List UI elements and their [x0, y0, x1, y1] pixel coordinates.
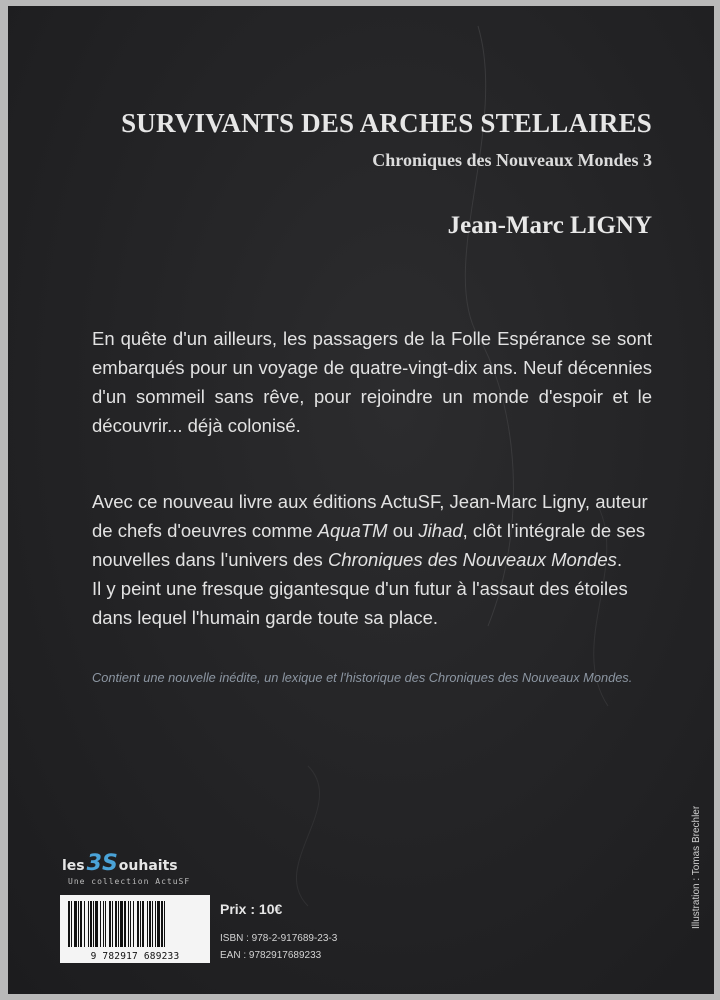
barcode-bar	[84, 901, 85, 947]
barcode-bar	[124, 901, 126, 947]
barcode-digits: 9 782917 689233	[90, 951, 180, 962]
barcode-bar	[130, 901, 131, 947]
book-reference-jihad: Jihad	[418, 520, 463, 541]
barcode-bar	[149, 901, 151, 947]
barcode-bar	[112, 901, 113, 947]
publisher-tagline: Une collection ActuSF	[68, 877, 191, 886]
blurb-text: .	[616, 549, 623, 570]
blurb-text: , clôt l'intégrale de ses nouvelles dans l'univers des	[92, 520, 646, 570]
barcode-bar	[95, 901, 98, 947]
ean: EAN : 9782917689233	[220, 950, 322, 961]
barcode-bar	[120, 901, 123, 947]
barcode-bar	[161, 901, 163, 947]
barcode-bar	[128, 901, 129, 947]
barcode-bar	[80, 901, 82, 947]
blurb-paragraph-1: En quête d'un ailleurs, les passagers de la Folle Espérance se sont embarqués pour un voyage de quatre-vingt-dix ans. Neuf décennies d'un sommeil sans rêve, pour rejoindre un monde d'espoir et le découvrir... déjà colonisé.	[92, 328, 652, 436]
barcode-bar	[90, 901, 92, 947]
barcode	[60, 895, 210, 963]
barcode-bar	[103, 901, 104, 947]
barcode-bar	[164, 901, 165, 947]
illustration-credit: Illustration : Tomas Brechler	[691, 805, 702, 929]
barcode-bar	[152, 901, 153, 947]
series-reference: Chroniques des Nouveaux Mondes	[327, 549, 617, 570]
barcode-bar	[78, 901, 79, 947]
barcode-bar	[71, 901, 72, 947]
barcode-bars	[66, 901, 204, 947]
barcode-bar	[88, 901, 89, 947]
barcode-bar	[115, 901, 117, 947]
price: Prix : 10€	[220, 901, 283, 917]
barcode-bar	[68, 901, 70, 947]
barcode-bar	[93, 901, 94, 947]
barcode-bar	[133, 901, 134, 947]
blurb-text: Avec ce nouveau livre aux éditions ActuSF, Jean-Marc Ligny, auteur de chefs d'oeuvres comme	[92, 491, 648, 541]
barcode-bar	[155, 901, 156, 947]
blurb-paragraph-3: Il y peint une fresque gigantesque d'un futur à l'assaut des étoiles dans lequel l'humain garde toute sa place.	[92, 578, 628, 628]
logo-ouhaits: ouhaits	[118, 858, 178, 874]
book-title: SURVIVANTS DES ARCHES STELLAIRES	[121, 108, 652, 138]
barcode-bar	[100, 901, 101, 947]
logo-les: les	[62, 858, 85, 874]
author-name: Jean-Marc LIGNY	[447, 212, 652, 239]
barcode-bar	[137, 901, 139, 947]
blurb-paragraph-2	[92, 487, 652, 632]
book-reference-aquatm: AquaTM	[317, 520, 388, 541]
barcode-bar	[147, 901, 148, 947]
barcode-bar	[142, 901, 144, 947]
contents-note: Contient une nouvelle inédite, un lexique et l'historique des Chroniques des Nouveaux Mondes.	[92, 670, 633, 685]
barcode-bar	[105, 901, 106, 947]
isbn: ISBN : 978-2-917689-23-3	[220, 933, 338, 944]
barcode-bar	[140, 901, 141, 947]
barcode-bar	[109, 901, 111, 947]
logo-3s-mark: 3S	[86, 851, 118, 876]
series-name: Chroniques des Nouveaux Mondes 3	[372, 150, 652, 170]
barcode-bar	[118, 901, 119, 947]
barcode-bar	[157, 901, 160, 947]
blurb-text: ou	[387, 520, 419, 541]
publisher-logo	[62, 851, 191, 886]
barcode-bar	[74, 901, 77, 947]
book-back-cover	[8, 6, 714, 994]
